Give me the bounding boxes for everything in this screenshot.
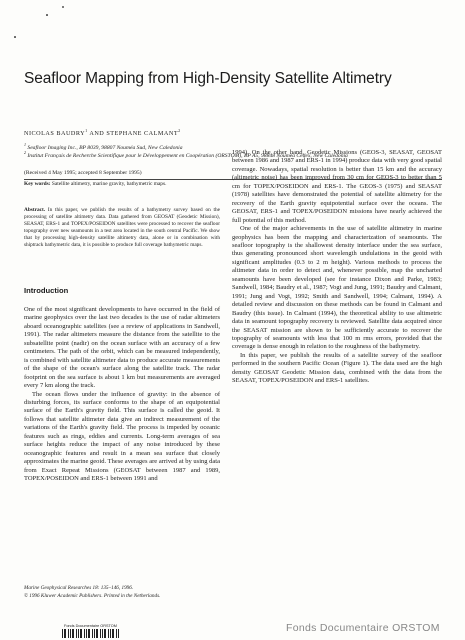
scan-speck bbox=[46, 14, 48, 16]
article-title: Seafloor Mapping from High-Density Satellite Altimetry bbox=[24, 70, 392, 87]
keywords-text: Satellite altimetry, marine gravity, bathymetric maps. bbox=[50, 181, 167, 187]
author-conjunction: AND bbox=[87, 130, 107, 138]
paragraph: One of the most significant developments to have occurred in the field of marine geophysics over the last two decades is the use of radar altimeters aboard oceanographic satellites (see a review of applications in Sandwell, 1991). The radar altimeters measure the distance from the satellite to the subsatellite point (nadir) on the ocean surface with an accuracy of a few centimeters. The path of the orbit, which can be measured independently, is combined with satellite altimeter data to produce accurate measurements of the shape of the ocean's surface along the satellite track. The radar footprint on the sea surface is about 1 km but measurements are averaged every 7 km along the track. bbox=[24, 306, 220, 390]
archive-stamp: Fonds Documentaire ORSTOM bbox=[286, 622, 440, 634]
right-column bbox=[232, 149, 442, 386]
scan-speck bbox=[14, 36, 16, 38]
author-1-affil-mark: 1 bbox=[85, 128, 88, 133]
paragraph: In this paper, we publish the results of a satellite survey of the seafloor performed in the southern Pacific Ocean (Figure 1). The data used are the high density GEOSAT Geodetic Mission data, combined with the data from the SEASAT, TOPEX/POSEIDON and ERS-1 satellites. bbox=[232, 351, 442, 385]
keywords bbox=[24, 181, 224, 188]
stamp-label: Fonds Documentaire ORSTOM bbox=[64, 624, 117, 628]
author-2-affil-mark: 2 bbox=[178, 128, 181, 133]
copyright-notice: © 1996 Kluwer Academic Publishers. Printed in the Netherlands. bbox=[24, 593, 161, 599]
author-1-name: NICOLAS BAUDRY bbox=[24, 130, 86, 138]
affiliation-2-text: Institut Français de Recherche Scientifique pour le Développement en Coopération (ORSTOM), BP A5, 98848 Nouméa Cedex, New Caledonia bbox=[27, 152, 348, 159]
paragraph: The ocean flows under the influence of gravity: in the absence of disturbing forces, its surface conforms to the shape of an equipotential surface of the Earth's gravity field. This surface is called the geoid. It follows that satellite altimeter data give an indirect measurement of the variations of the Earth's gravity field. The process is impeded by oceanic features such as rings, eddies and currents. Long-term averages of sea surface heights reduce the impact of any noise introduced by these oceanographic features and result in a mean sea surface that closely approximates the marine geoid. These averages are arrived at by using data from Exact Repeat Missions (GEOSAT between 1987 and 1989, TOPEX/POSEIDON and ERS-1 between 1991 and bbox=[24, 390, 220, 483]
paragraph: 1994). On the other hand, Geodetic Missions (GEOS-3, SEASAT, GEOSAT between 1986 and 1987 and ERS-1 in 1994) produce data with very good spatial coverage. Nowadays, spatial resolution is better than 15 km and the accuracy (altimetric noise) has been improved from 30 cm for GEOS-3 to better than 5 cm for TOPEX/POSEIDON and ERS-1. The GEOS-3 (1975) and SEASAT (1978) satellites have demonstrated the potential of satellite altimetry for the recovery of the Earth gravity equipotential surface over the oceans. The GEOSAT, ERS-1 and TOPEX/POSEIDON missions have nearly achieved the full potential of this method. bbox=[232, 149, 442, 224]
abstract-text: In this paper, we publish the results of a bathymetry survey based on the processing of satellite altimetry data. Data gathered from GEOSAT (Geodetic Mission), SEASAT, ERS-1 and TOPEX/POSEIDON satellites were processed to recover the seafloor topography over new seamounts in a test area located in the south central Pacific. We show that by processing high-density satellite altimetry data, alone or in combination with shiptrack bathymetric data, it is possible to produce full coverage bathymetric maps. bbox=[24, 207, 220, 249]
paragraph: One of the major achievements in the use of satellite altimetry in marine geophysics has been the mapping and characterization of seamounts. The seafloor topography is the shallowest density interface under the sea surface, thus generating pronounced short wavelength undulations in the geoid with significant amplitudes (0.3 to 2 m height). Various methods to process the altimeter data in order to detect and, whenever possible, map the uncharted seamounts have been developed (see for instance Dixon and Parke, 1983; Sandwell, 1984; Baudry et al., 1987; Vogt and Jung, 1991; Baudry and Calmant, 1991; Jung and Vogt, 1992; Smith and Sandwell, 1994; Calmant, 1994). A detailed review and discussion on these methods can be found in Calmant and Baudry (this issue). In Calmant (1994), the theoretical ability to use altimetric data in seamount topography recovery is reviewed. Satellite data acquired since the SEASAT mission are shown to be sufficiently accurate to recover the topography of seamounts with less that 100 m rms errors, provided that the coverage is dense enough in relation to the roughness of the bathymetry. bbox=[232, 225, 442, 351]
received-dates: (Received 4 May 1995; accepted 8 September 1995) bbox=[24, 170, 142, 176]
journal-citation: Marine Geophysical Researches 18: 135–146, 1996. bbox=[24, 585, 134, 591]
left-column bbox=[24, 306, 220, 484]
author-line bbox=[24, 128, 181, 137]
affiliation-1-mark: 1 bbox=[24, 142, 26, 147]
keywords-label: Key words: bbox=[24, 181, 51, 187]
abstract bbox=[24, 207, 220, 250]
abstract-label: Abstract. bbox=[24, 207, 46, 213]
section-heading-introduction: Introduction bbox=[24, 286, 69, 295]
scan-speck bbox=[62, 6, 64, 8]
affiliation-1-text: Seafloor Imaging Inc., BP 8039, 98807 Nouméa Sud, New Caledonia bbox=[27, 144, 183, 151]
barcode-icon bbox=[62, 629, 120, 638]
affiliation-2-mark: 2 bbox=[24, 150, 26, 155]
library-stamp bbox=[54, 624, 120, 640]
author-2-name: STEPHANE CALMANT bbox=[106, 130, 179, 138]
